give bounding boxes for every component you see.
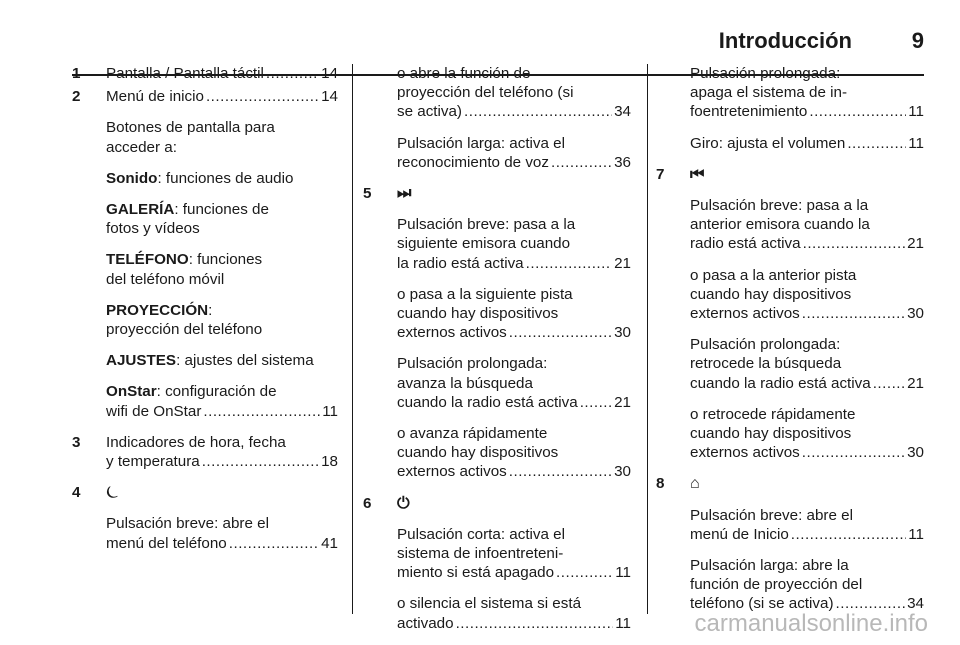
paragraph: Pulsación larga: activa el reconocimiento de voz ..... 36 [363,134,631,172]
column-2 [363,64,631,645]
page-ref: 11 [615,564,631,582]
paragraph: Pulsación breve: abre el menú de Inicio ..... 11 [656,506,924,544]
list-item-1 [72,64,338,83]
page-ref: 21 [614,393,631,411]
previous-track-icon: ⏮ [690,165,705,183]
item-number: 2 [72,88,81,106]
page-ref: 34 [907,595,924,613]
item-number: 6 [363,494,372,512]
item-number: 7 [656,165,665,183]
chapter-title: Introducción [718,28,852,53]
page-ref: 11 [908,525,924,543]
page-ref: 21 [907,235,924,253]
item-text: Pantalla / Pantalla táctil [106,65,264,82]
feature-galeria: GALERÍA: funciones de fotos y vídeos [106,201,269,238]
page-ref: 30 [614,324,631,342]
paragraph: Pulsación prolongada: avanza la búsqueda cuando la radio está activa ..... 21 [363,354,631,412]
item-number: 8 [656,475,665,493]
paragraph: Botones de pantalla para acceder a: [106,119,275,156]
paragraph: Pulsación breve: abre el menú del teléfono ..... 41 [72,514,338,552]
item-text: Menú de inicio [106,88,204,106]
page-ref: 11 [322,402,338,420]
column-1 [72,64,338,565]
paragraph: o pasa a la anterior pista cuando hay dispositivos externos activos ..... 30 [656,266,924,324]
page-ref: 41 [321,534,338,552]
page-ref: 21 [907,374,924,392]
feature-sonido: Sonido: funciones de audio [106,169,294,187]
item-number: 5 [363,185,372,203]
page-header [0,18,960,58]
item-number: 1 [72,65,81,82]
list-item-4 [72,483,338,502]
page-ref: 11 [615,614,631,632]
feature-ajustes: AJUSTES: ajustes del sistema [106,352,314,370]
list-item-6 [363,494,631,513]
paragraph: o retrocede rápidamente cuando hay dispositivos externos activos ..... 30 [656,405,924,463]
list-item-8 [656,474,924,493]
paragraph: Pulsación breve: pasa a la siguiente emisora cuando la radio está activa ..... 21 [363,215,631,273]
paragraph: o pasa a la siguiente pista cuando hay dispositivos externos activos ..... 30 [363,285,631,343]
column-3 [656,64,924,626]
power-icon: ⏻ [397,494,410,512]
list-item-7 [656,165,924,184]
list-item-3: 3 Indicadores de hora, fecha y temperatura ..... 18 [72,433,338,471]
item-number: 3 [72,433,81,451]
paragraph: Pulsación prolongada: retrocede la búsqueda cuando la radio está activa ..... 21 [656,335,924,393]
paragraph: o abre la función de proyección del teléfono (si se activa) ..... 34 [363,64,631,122]
paragraph: Pulsación prolongada: apaga el sistema de in‐ foentretenimiento ..... 11 [656,64,924,122]
watermark: carmanualsonline.info [694,610,928,637]
page-ref: 34 [614,103,631,121]
page-ref: 11 [908,103,924,121]
paragraph: Pulsación breve: pasa a la anterior emisora cuando la radio está activa ..... 21 [656,196,924,254]
page-ref: 30 [907,444,924,462]
feature-onstar: OnStar: configuración de wifi de OnStar ..... 11 [72,382,338,420]
page-ref: 18 [321,453,338,471]
item-number: 4 [72,484,81,502]
page-ref: 14 [321,88,338,106]
page-ref: 21 [614,254,631,272]
paragraph: o avanza rápidamente cuando hay dispositivos externos activos ..... 30 [363,424,631,482]
list-item-2 [72,87,338,106]
feature-telefono: TELÉFONO: funciones del teléfono móvil [106,251,263,288]
page-ref: 30 [907,305,924,323]
feature-proyeccion: PROYECCIÓN: proyección del teléfono [106,301,263,339]
phone-icon: ⏾ [106,484,119,502]
page-ref: 30 [614,463,631,481]
paragraph: Pulsación corta: activa el sistema de infoentreteni‐ miento si está apagado ..... 11 [363,525,631,583]
paragraph: o silencia el sistema si está activado ..... 11 [363,594,631,632]
next-track-icon: ⏭ [397,185,412,203]
list-item-5 [363,184,631,203]
paragraph: Pulsación larga: abre la función de proyección del teléfono (si se activa) ..... 34 [656,556,924,614]
paragraph: Giro: ajusta el volumen ..... 11 [656,134,924,153]
page-ref: 11 [908,134,924,152]
page-ref: 14 [321,65,338,82]
column-divider-1 [352,64,353,614]
column-divider-2 [647,64,648,614]
home-icon: ⌂ [690,475,700,493]
page-ref: 36 [614,153,631,171]
page-number: 9 [911,28,924,53]
